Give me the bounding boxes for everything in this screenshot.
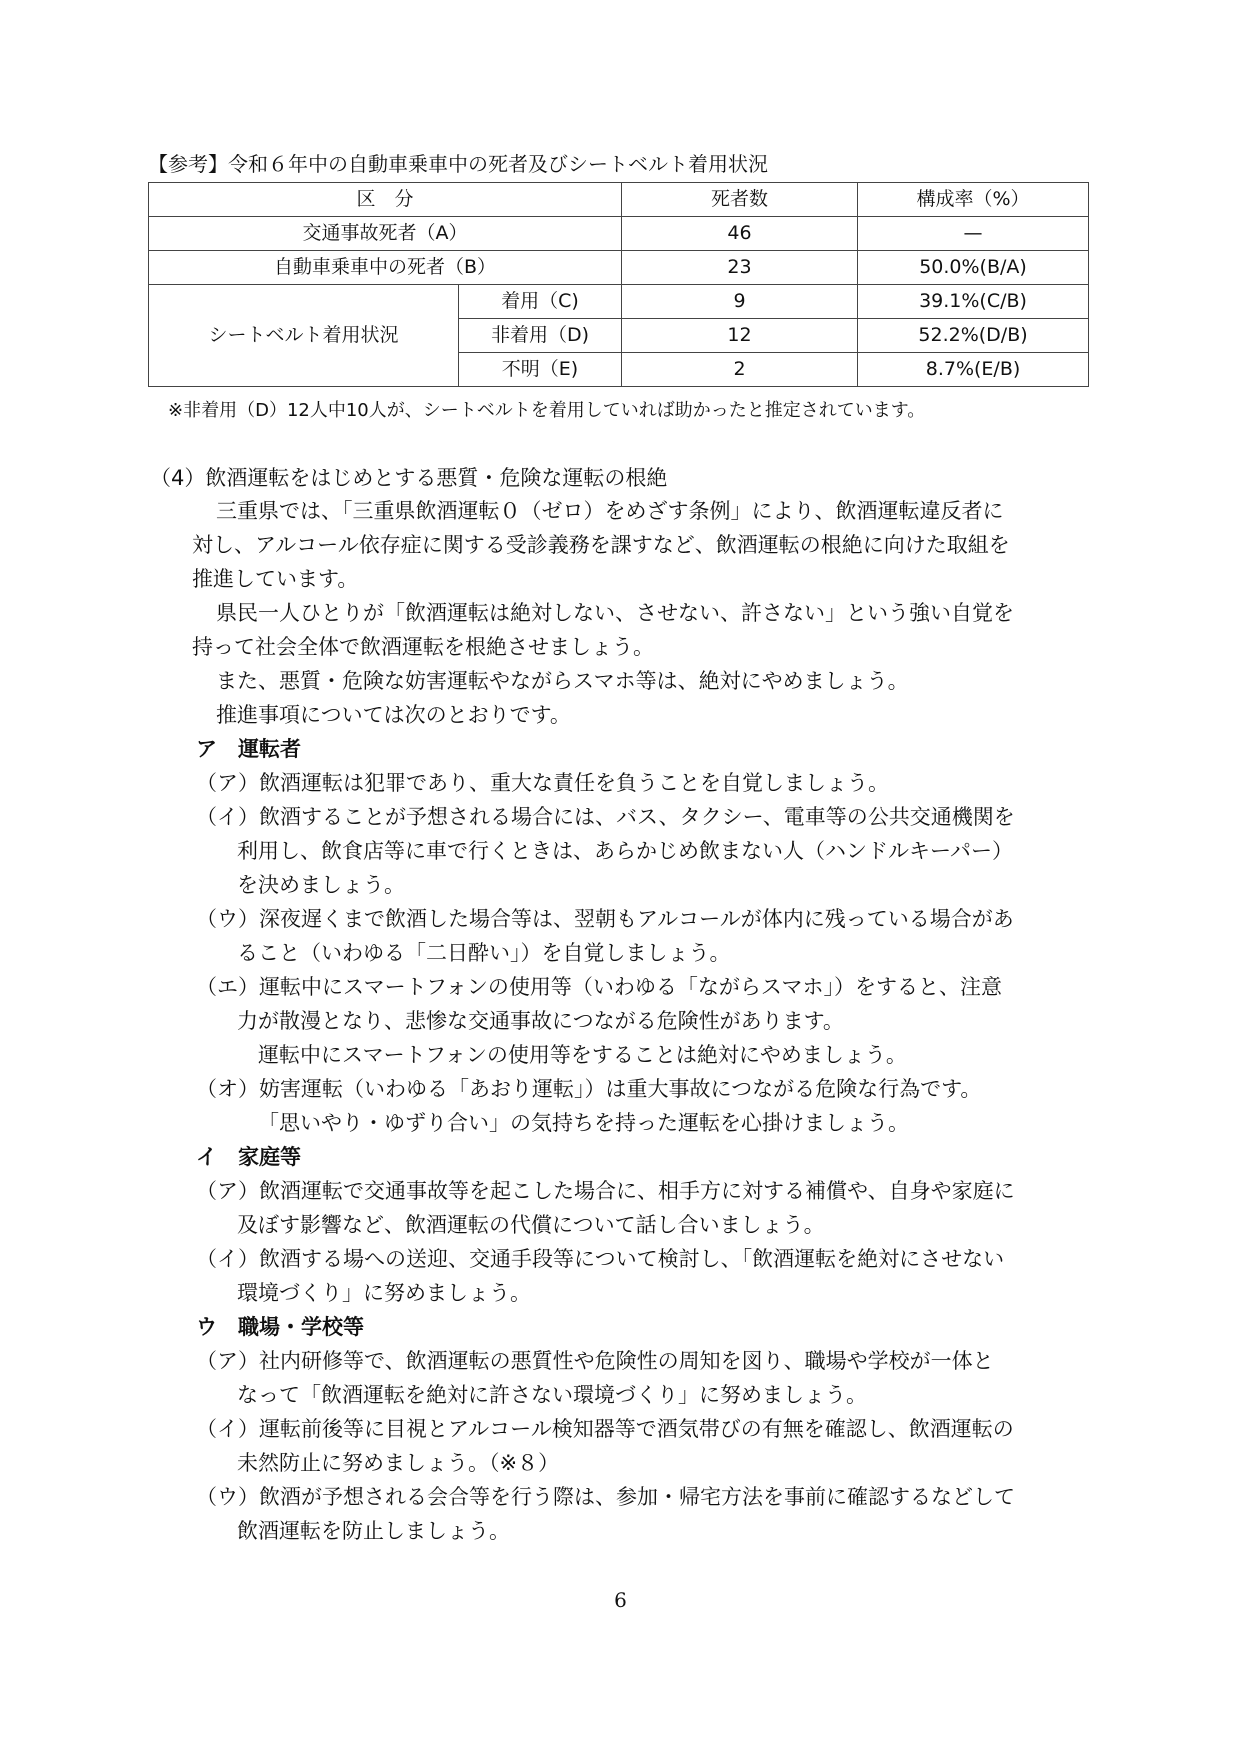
item-line: 環境づくり」に努めましょう。 <box>237 1281 531 1305</box>
item-line: （ウ）深夜遅くまで飲酒した場合等は、翌朝もアルコールが体内に残っている場合があ <box>196 907 1014 931</box>
row-label: 不明（E) <box>459 353 622 387</box>
seatbelt-group-label: シートベルト着用状況 <box>149 285 459 387</box>
paragraph-line: また、悪質・危険な妨害運転やながらスマホ等は、絶対にやめましょう。 <box>216 669 909 693</box>
subsection-title-workplace: ウ 職場・学校等 <box>196 1315 364 1339</box>
seatbelt-reference-table <box>148 182 1089 387</box>
row-rate: 39.1%(C/B) <box>858 285 1089 319</box>
item-line: を決めましょう。 <box>237 873 405 897</box>
paragraph-line: 対し、アルコール依存症に関する受診義務を課すなど、飲酒運転の根絶に向けた取組を <box>192 533 1010 557</box>
paragraph-line: 三重県では、「三重県飲酒運転０（ゼロ）をめざす条例」により、飲酒運転違反者に <box>216 499 1004 523</box>
table-caption: 【参考】令和６年中の自動車乗車中の死者及びシートベルト着用状況 <box>148 152 768 176</box>
header-rate: 構成率（%） <box>858 183 1089 217</box>
paragraph-line: 持って社会全体で飲酒運転を根絶させましょう。 <box>192 635 654 659</box>
item-line: （ウ）飲酒が予想される会合等を行う際は、参加・帰宅方法を事前に確認するなどして <box>196 1485 1015 1509</box>
paragraph-line: 推進しています。 <box>192 567 359 591</box>
row-count: 23 <box>622 251 858 285</box>
row-rate: 52.2%(D/B) <box>858 319 1089 353</box>
item-line: ること（いわゆる「二日酔い」）を自覚しましょう。 <box>237 941 731 965</box>
item-line: （イ）飲酒することが予想される場合には、バス、タクシー、電車等の公共交通機関を <box>196 805 1015 829</box>
item-line: （イ）運転前後等に目視とアルコール検知器等で酒気帯びの有無を確認し、飲酒運転の <box>196 1417 1014 1441</box>
header-deaths: 死者数 <box>622 183 858 217</box>
subsection-title-home: イ 家庭等 <box>196 1145 301 1169</box>
table-footnote: ※非着用（D）12人中10人が、シートベルトを着用していれば助かったと推定されています。 <box>168 400 926 421</box>
row-count: 2 <box>622 353 858 387</box>
item-line: 「思いやり・ゆずり合い」の気持ちを持った運転を心掛けましょう。 <box>258 1111 909 1135</box>
item-line: （ア）社内研修等で、飲酒運転の悪質性や危険性の周知を図り、職場や学校が一体と <box>196 1349 994 1373</box>
item-line: 飲酒運転を防止しましょう。 <box>237 1519 510 1543</box>
item-line: （ア）飲酒運転で交通事故等を起こした場合に、相手方に対する補償や、自身や家庭に <box>196 1179 1015 1203</box>
item-line: 力が散漫となり、悲惨な交通事故につながる危険性があります。 <box>237 1009 844 1033</box>
item-line: （エ）運転中にスマートフォンの使用等（いわゆる「ながらスマホ」）をすると、注意 <box>196 975 1002 999</box>
row-rate: 8.7%(E/B) <box>858 353 1089 387</box>
item-line: （オ）妨害運転（いわゆる「あおり運転」）は重大事故につながる危険な行為です。 <box>196 1077 982 1101</box>
section-heading: （4）飲酒運転をはじめとする悪質・危険な運転の根絶 <box>150 466 668 490</box>
page-number: 6 <box>614 1588 627 1612</box>
row-label: 交通事故死者（A） <box>149 217 622 251</box>
paragraph-line: 推進事項については次のとおりです。 <box>216 703 571 727</box>
item-line: なって「飲酒運転を絶対に許さない環境づくり」に努めましょう。 <box>237 1383 867 1407</box>
item-line: 未然防止に努めましょう。（※８） <box>237 1451 560 1475</box>
table-row <box>149 251 1089 285</box>
item-line: （ア）飲酒運転は犯罪であり、重大な責任を負うことを自覚しましょう。 <box>196 771 889 795</box>
paragraph-line: 県民一人ひとりが「飲酒運転は絶対しない、させない、許さない」という強い自覚を <box>216 601 1014 625</box>
header-category: 区 分 <box>149 183 622 217</box>
item-line: 利用し、飲食店等に車で行くときは、あらかじめ飲まない人（ハンドルキーパー） <box>237 839 1013 863</box>
row-rate: — <box>858 217 1089 251</box>
row-count: 12 <box>622 319 858 353</box>
row-label: 非着用（D) <box>459 319 622 353</box>
table-row <box>149 217 1089 251</box>
row-label: 自動車乗車中の死者（B） <box>149 251 622 285</box>
table-row <box>149 285 1089 319</box>
row-label: 着用（C) <box>459 285 622 319</box>
row-count: 46 <box>622 217 858 251</box>
table-header-row <box>149 183 1089 217</box>
subsection-title-drivers: ア 運転者 <box>196 737 301 761</box>
item-line: 及ぼす影響など、飲酒運転の代償について話し合いましょう。 <box>237 1213 825 1237</box>
item-line: （イ）飲酒する場への送迎、交通手段等について検討し、「飲酒運転を絶対にさせない <box>196 1247 1005 1271</box>
row-rate: 50.0%(B/A) <box>858 251 1089 285</box>
row-count: 9 <box>622 285 858 319</box>
item-line: 運転中にスマートフォンの使用等をすることは絶対にやめましょう。 <box>258 1043 907 1067</box>
